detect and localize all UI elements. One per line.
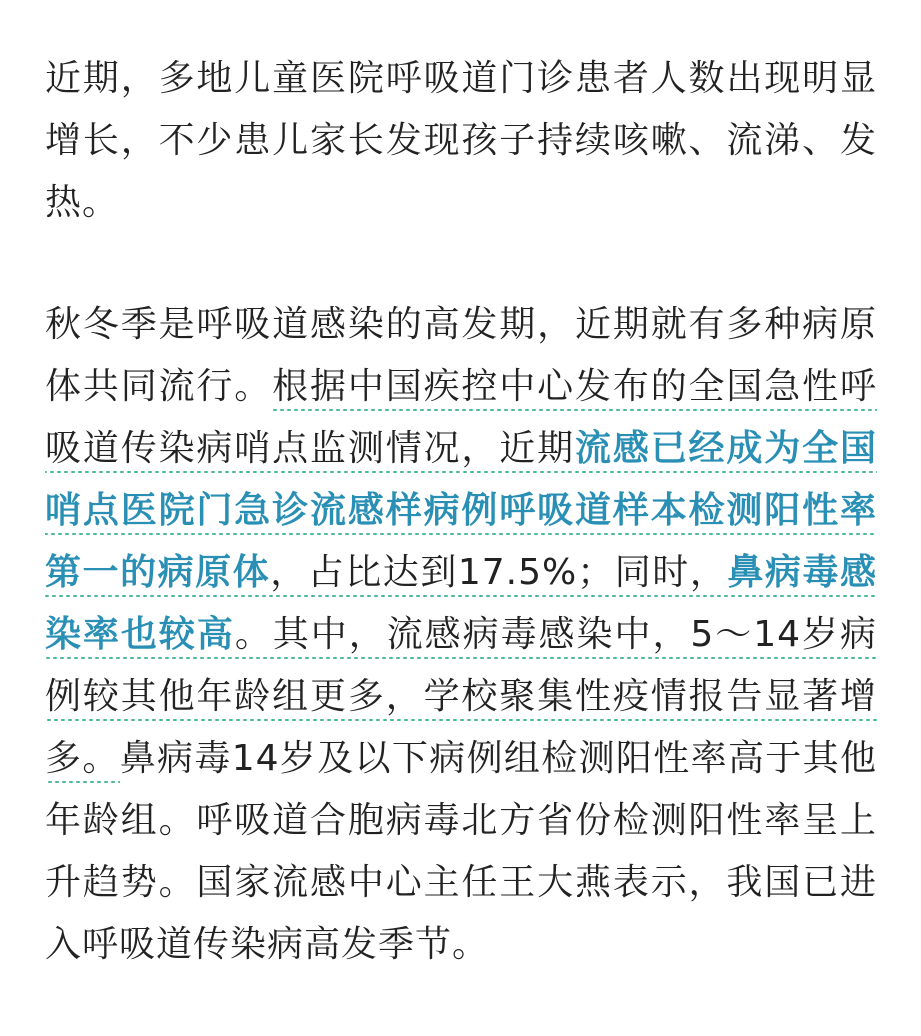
paragraph-1-text: 近期，多地儿童医院呼吸道门诊患者人数出现明显增长，不少患儿家长发现孩子持续咳嗽、流涕、发热。 <box>45 58 877 223</box>
linked-text-cdc-report-tail: ，占比达到17.5%；同时， <box>270 552 728 593</box>
linked-text-cdc-report[interactable] <box>45 366 877 783</box>
paragraph-2-rest: 鼻病毒14岁及以下病例组检测阳性率高于其他年龄组。呼吸道合胞病毒北方省份检测阳性率呈上升趋势。国家流感中心主任王大燕表示，我国已进入呼吸道传染病高发季节。 <box>45 738 877 965</box>
article-body <box>45 48 877 1036</box>
paragraph-1 <box>45 48 877 234</box>
highlight-flu-first-pathogen: 流感已经成为全国哨点医院门急诊流感样病例呼吸道样本检测阳性率第一的病原体 <box>45 428 877 593</box>
linked-text-age-groups: 。其中，流感病毒感染中，5～14岁病例较其他年龄组更多，学校聚集性疫情报告显著增多。 <box>45 614 877 779</box>
paragraph-2-intro: 秋冬季是呼吸道感染的高发期，近期就有多种病原体共同流行。 <box>45 304 877 407</box>
highlight-rhinovirus-rate: 鼻病毒感染率也较高 <box>45 552 877 655</box>
linked-text-cdc-report-plain: 根据中国疾控中心发布的全国急性呼吸道传染病哨点监测情况，近期 <box>45 366 877 469</box>
paragraph-2 <box>45 294 877 976</box>
